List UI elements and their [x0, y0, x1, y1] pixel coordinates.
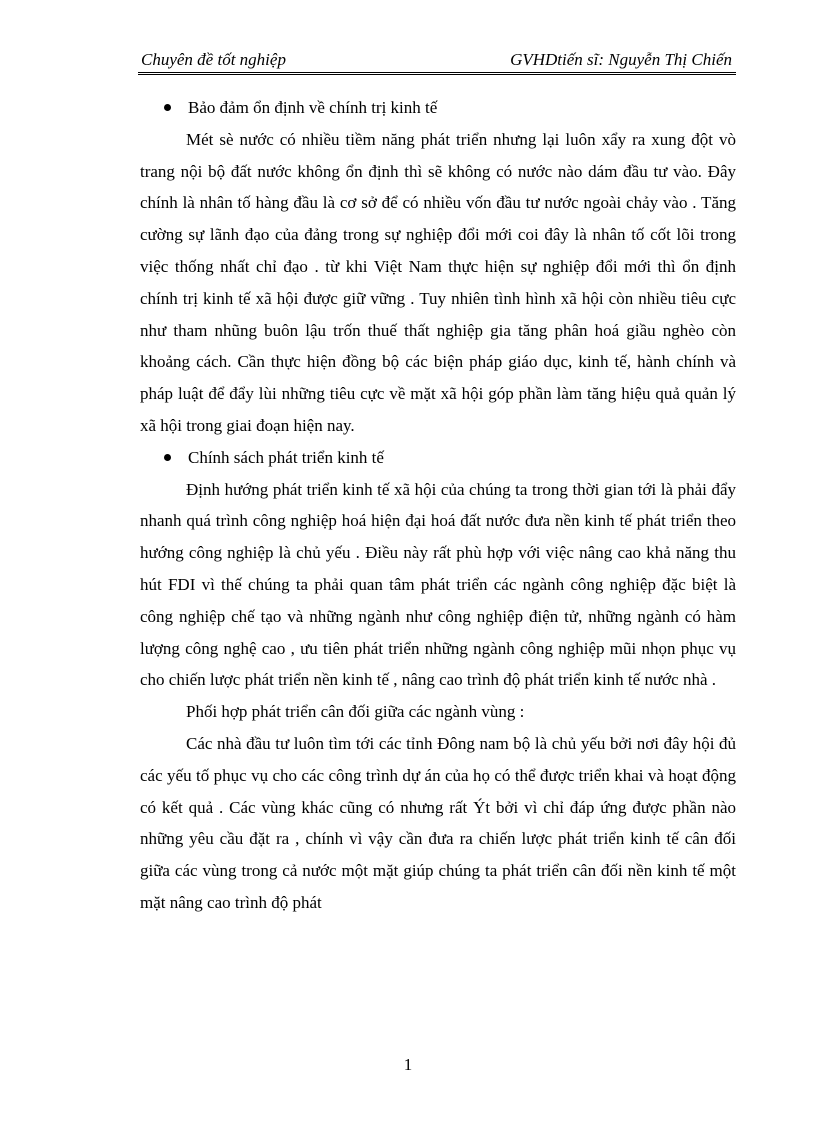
header-advisor: GVHDtiến sĩ: Nguyễn Thị Chiến	[510, 50, 732, 69]
page-number: 1	[403, 1055, 413, 1074]
paragraph: Mét sè nước có nhiều tiềm năng phát triển nhưng lại luôn xẩy ra xung đột vò trang nội bộ đất nước không ổn định thì sẽ không có nước nào dám đầu tư vào. Đây chính là nhân tố hàng đầu là cơ sở để có nhiều vốn đầu tư nước ngoài chảy vào . Tăng cường sự lãnh đạo của đảng trong sự nghiệp đổi mới coi đây là nhân tố cốt lõi trong việc thống nhất chỉ đạo . từ khi Việt Nam thực hiện sự nghiệp đổi mới thì ổn định chính trị kinh tế xã hội được giữ vững . Tuy nhiên tình hình xã hội còn nhiều tiêu cực như tham nhũng buôn lậu trốn thuế thất nghiệp gia tăng phân hoá giầu nghèo còn khoảng cách. Cần thực hiện đồng bộ các biện pháp giáo dục, kinh tế, hành chính và pháp luật để đẩy lùi những tiêu cực về mặt xã hội góp phần làm tăng hiệu quả quản lý xã hội trong giai đoạn hiện nay.	[140, 129, 736, 435]
page-header	[138, 46, 736, 75]
paragraph: Các nhà đầu tư luôn tìm tới các tỉnh Đông nam bộ là chủ yếu bởi nơi đây hội đủ các yếu tố phục vụ cho các công trình dự án của họ có thể được triển khai và hoạt động có kết quả . Các vùng khác cũng có nhưng rất Ýt bởi vì chỉ đáp ứng được phần nào những yêu cầu đặt ra , chính vì vậy cần đưa ra chiến lược phát triển kinh tế cân đối giữa các vùng trong cả nước một mặt giúp chúng ta phát triển cân đối nền kinh tế một mặt nâng cao trình độ phát	[140, 733, 736, 912]
bullet-icon	[164, 454, 171, 461]
paragraph: Định hướng phát triển kinh tế xã hội của chúng ta trong thời gian tới là phải đẩy nhanh quá trình công nghiệp hoá hiện đại hoá đất nước đưa nền kinh tế phát triển theo hướng công nghiệp là chủ yếu . Điều này rất phù hợp với việc nâng cao khả năng thu hút FDI vì thế chúng ta phải quan tâm phát triển các ngành công nghiệp đặc biệt là công nghiệp chế tạo và những ngành như công nghiệp điện tử, những ngành có hàm lượng công nghệ cao , ưu tiên phát triển những ngành công nghiệp mũi nhọn phục vụ cho chiến lược phát triển nền kinh tế , nâng cao trình độ phát triển kinh tế nước nhà .	[140, 479, 736, 690]
bullet-item	[140, 442, 736, 474]
paragraph: Phối hợp phát triển cân đối giữa các ngành vùng :	[186, 702, 525, 722]
bullet-icon	[164, 104, 171, 111]
bullet-item	[140, 92, 736, 124]
header-title: Chuyên đề tốt nghiệp	[141, 50, 286, 69]
bullet-text: Chính sách phát triển kinh tế	[188, 447, 384, 467]
document-body	[140, 92, 736, 919]
bullet-text: Bảo đảm ổn định về chính trị kinh tế	[188, 98, 438, 117]
